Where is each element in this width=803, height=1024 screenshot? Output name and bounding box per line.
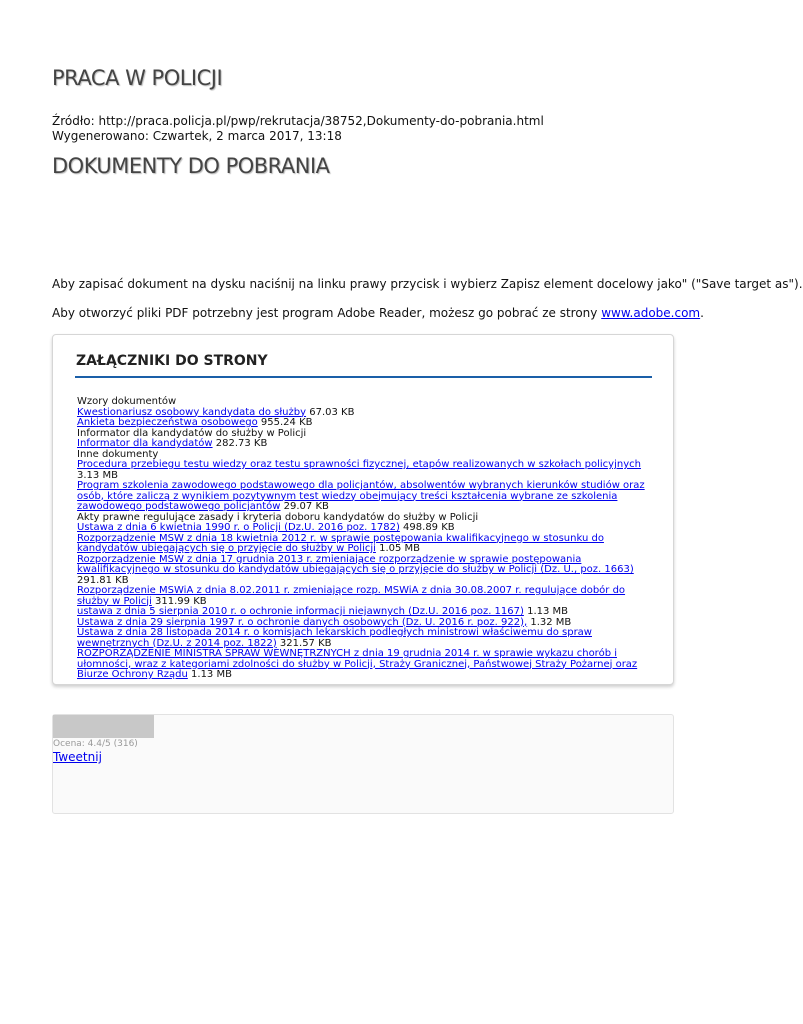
adobe-link[interactable]: www.adobe.com (601, 306, 701, 320)
attachment-link[interactable]: Ankieta bezpieczeństwa osobowego (77, 417, 258, 428)
attachment-item (77, 534, 647, 555)
attachment-link[interactable]: Kwestionariusz osobowy kandydata do służby (77, 406, 307, 418)
attachment-size: 955.24 KB (257, 417, 313, 428)
save-instruction: Aby zapisać dokument na dysku naciśnij na linku prawy przycisk i wybierz Zapisz element docelowy jako" ("Save target as"). (52, 277, 803, 291)
attachment-size: 321.57 KB (276, 637, 332, 649)
attachment-link[interactable]: Rozporządzenie MSW z dnia 18 kwietnia 2012 r. w sprawie postępowania kwalifikacyjnego w stosunku do kandydatów ubiegających się o przyjęcie do służby w Policji (77, 532, 604, 554)
attachment-group-heading: Akty prawne regulujące zasady i kryteria doboru kandydatów do służby w Policji (77, 511, 479, 523)
pdf-instruction-text: Aby otworzyć pliki PDF potrzebny jest program Adobe Reader, możesz go pobrać ze strony (52, 306, 602, 320)
site-title: PRACA W POLICJI (52, 66, 223, 90)
attachment-link[interactable]: Procedura przebiegu testu wiedzy oraz testu sprawności fizycznej, etapów realizowanych w szkołach policyjnych (77, 459, 641, 470)
attachment-item (77, 481, 647, 513)
attachment-item (77, 649, 647, 681)
document-title: DOKUMENTY DO POBRANIA (52, 154, 330, 178)
attachment-size: 67.03 KB (306, 406, 355, 418)
attachment-size: 291.81 KB (77, 574, 129, 586)
attachment-size: 1.05 MB (375, 543, 421, 554)
attachment-item (77, 418, 647, 429)
rating-text: Ocena: 4.4/5 (316) (53, 739, 138, 749)
attachment-item (77, 460, 647, 481)
attachment-size: 1.32 MB (527, 616, 572, 628)
attachment-group-heading: Informator dla kandydatów do służby w Policji (77, 427, 307, 439)
attachment-item (77, 586, 647, 607)
attachment-size: 1.13 MB (523, 606, 569, 617)
attachment-size: 29.07 KB (280, 501, 329, 512)
attachment-item (77, 555, 647, 587)
attachments-panel (52, 334, 674, 685)
attachments-list (77, 397, 647, 681)
attachment-link[interactable]: Ustawa z dnia 28 listopada 2014 r. o komisjach lekarskich podległych ministrowi właściwemu do spraw wewnętrznych (Dz.U. z 2014 poz. 1822) (77, 627, 592, 649)
attachments-divider (75, 376, 652, 378)
attachment-link[interactable]: ustawa z dnia 5 sierpnia 2010 r. o ochronie informacji niejawnych (Dz.U. 2016 poz. 1167) (77, 606, 524, 617)
attachment-size: 311.99 KB (151, 595, 207, 607)
attachment-group-heading: Inne dokumenty (77, 448, 159, 460)
attachment-item (77, 628, 647, 649)
source-line: Źródło: http://praca.policja.pl/pwp/rekrutacja/38752,Dokumenty-do-pobrania.html (52, 114, 544, 128)
rating-stars-placeholder[interactable] (53, 715, 154, 738)
attachment-size: 498.89 KB (399, 522, 455, 533)
attachment-link[interactable]: Rozporządzenie MSWiA z dnia 8.02.2011 r. zmieniające rozp. MSWiA z dnia 30.08.2007 r. regulujące dobór do służby w Policji (77, 585, 626, 607)
tweet-link[interactable]: Tweetnij (53, 750, 102, 764)
document-meta (52, 114, 544, 144)
pdf-instruction-end: . (700, 306, 704, 320)
attachment-size: 3.13 MB (77, 469, 118, 481)
attachment-link[interactable]: Ustawa z dnia 29 sierpnia 1997 r. o ochronie danych osobowych (Dz. U. 2016 r. poz. 922), (77, 616, 528, 628)
generated-line: Wygenerowano: Czwartek, 2 marca 2017, 13:18 (52, 129, 342, 143)
attachment-size: 282.73 KB (212, 438, 268, 449)
attachments-title: ZAŁĄCZNIKI DO STRONY (76, 353, 268, 369)
attachment-link[interactable]: Informator dla kandydatów (77, 438, 213, 449)
attachment-size: 1.13 MB (187, 669, 232, 680)
pdf-instruction (52, 306, 704, 320)
attachment-item (77, 439, 647, 450)
attachment-link[interactable]: Ustawa z dnia 6 kwietnia 1990 r. o Policji (Dz.U. 2016 poz. 1782) (77, 522, 400, 533)
rating-panel (52, 714, 674, 814)
attachment-link[interactable]: Rozporządzenie MSW z dnia 17 grudnia 2013 r. zmieniające rozporządzenie w sprawie postępowania kwalifikacyjnego w stosunku do kandydatów ubiegających się o przyjęcie do służby w Policji (Dz. U., poz. 1663) (77, 553, 634, 575)
attachment-group-heading: Wzory dokumentów (77, 396, 177, 407)
attachment-link[interactable]: Program szkolenia zawodowego podstawowego dla policjantów, absolwentów wybranych kierunków studiów oraz osób, które zaliczą z wynikiem pozytywnym test wiedzy obejmujący treści kształcenia wybrane ze szkolenia zawodowego podstawowego policjantów (77, 480, 645, 512)
attachment-link[interactable]: ROZPORZĄDZENIE MINISTRA SPRAW WEWNĘTRZNYCH z dnia 19 grudnia 2014 r. w sprawie wykazu chorób i ułomności, wraz z kategoriami zdolności do służby w Policji, Straży Granicznej, Państwowej Straży Pożarnej oraz Biurze Ochrony Rządu (77, 648, 638, 680)
